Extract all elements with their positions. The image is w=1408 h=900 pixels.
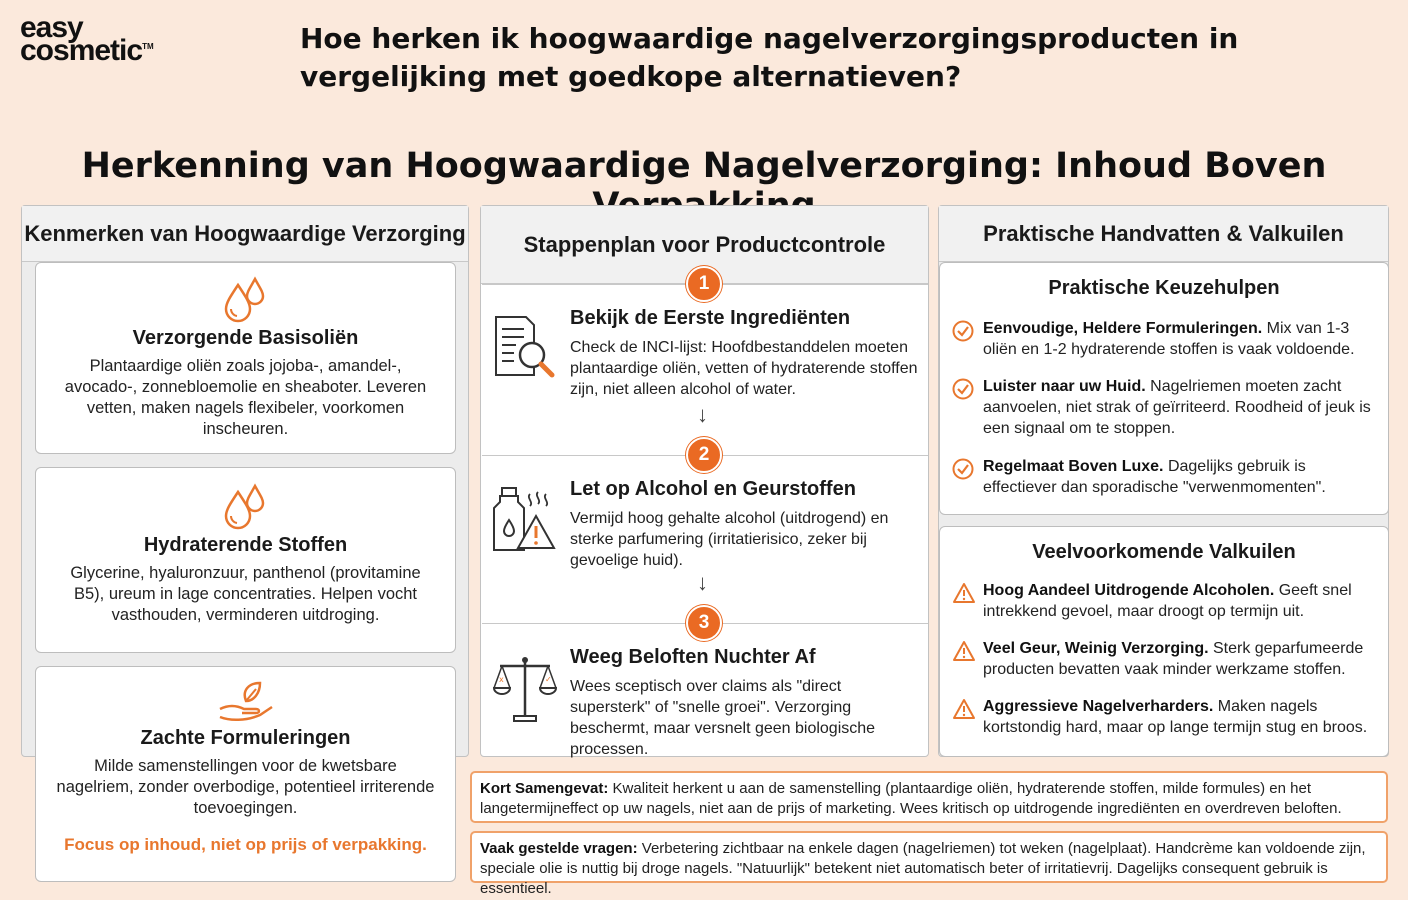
svg-text:x: x: [499, 675, 504, 684]
feature-desc: Glycerine, hyaluronzuur, panthenol (provitamine B5), ureum in lage concentraties. Helpen vocht vasthouden, verminderen uitdroging.: [70, 564, 421, 624]
summary-text: Kwaliteit herkent u aan de samenstelling (plantaardige oliën, hydraterende stoffen, milde formules) en het langetermijneffect op uw nagels, niet aan de prijs of marketing. Wees kritisch op uitdrogende ingrediënten en overdreven beloften.: [480, 780, 1342, 817]
bottle-warning-icon: [492, 486, 558, 556]
helper-text: Dagelijks gebruik is effectiever dan sporadische "verwenmomenten".: [983, 458, 1326, 496]
step-badge: 1: [686, 266, 722, 302]
feature-desc: Plantaardige oliën zoals jojoba-, amandel-, avocado-, zonnebloemolie en sheaboter. Leveren vetten, maken nagels flexibeler, voorkomen inscheuren.: [64, 357, 427, 438]
features-panel-title: Kenmerken van Hoogwaardige Verzorging: [22, 206, 468, 262]
helper-text: Nagelriemen moeten zacht aanvoelen, niet strak of geïrriteerd. Roodheid of jeuk is een signaal om te stoppen.: [983, 378, 1371, 437]
trademark: TM: [142, 42, 154, 52]
summary-label: Kort Samengevat:: [480, 780, 609, 797]
steps-panel-title: Stappenplan voor Productcontrole: [481, 206, 928, 284]
svg-text:✓: ✓: [545, 675, 552, 684]
feature-card-oils: [35, 262, 456, 454]
step-2: [482, 455, 928, 622]
step-title: Weeg Beloften Nuchter Af: [570, 646, 816, 668]
helpers-title: Praktische Keuzehulpen: [1048, 277, 1280, 299]
step-1: [482, 284, 928, 454]
brand-line2: cosmetic: [20, 34, 143, 68]
oil-drops-icon: [223, 273, 269, 323]
down-arrow-icon: ↓: [697, 570, 708, 595]
feature-card-gentle: [35, 666, 456, 882]
pitfall-bold: Aggressieve Nagelverharders.: [983, 698, 1214, 715]
pitfall-bold: Veel Geur, Weinig Verzorging.: [983, 640, 1209, 657]
brand-logo[interactable]: [20, 11, 154, 68]
feature-title: Hydraterende Stoffen: [143, 534, 348, 556]
step-badge: 3: [686, 605, 722, 641]
faq-box: [470, 831, 1388, 897]
feature-card-hydration: [35, 467, 456, 653]
step-title: Bekijk de Eerste Ingrediënten: [570, 307, 851, 329]
warning-icon: [952, 582, 976, 604]
step-badge: 2: [686, 437, 722, 473]
pitfall-text: Sterk geparfumeerde producten bevatten vaak minder werkzame stoffen.: [983, 640, 1364, 678]
helpers-card: [939, 262, 1389, 515]
step-desc: Check de INCI-lijst: Hoofdbestanddelen moeten plantaardige oliën, vetten of hydraterende stoffen zijn, niet alleen alcohol of water.: [570, 339, 918, 398]
pitfalls-title: Veelvoorkomende Valkuilen: [1032, 541, 1296, 563]
feature-desc: Milde samenstellingen voor de kwetsbare nagelriem, zonder overbodige, potentieel irriterende toevoegingen.: [56, 757, 435, 817]
step-3: [482, 623, 928, 756]
feature-title: Verzorgende Basisoliën: [132, 327, 359, 349]
check-circle-icon: [952, 378, 974, 400]
check-circle-icon: [952, 320, 974, 342]
feature-title: Zachte Formuleringen: [140, 727, 351, 749]
warning-icon: [952, 698, 976, 720]
scales-icon: [492, 654, 558, 724]
warning-icon: [952, 640, 976, 662]
helper-bold: Regelmaat Boven Luxe.: [983, 458, 1164, 475]
focus-tagline: Focus op inhoud, niet op prijs of verpakking.: [64, 835, 427, 854]
faq-text: Verbetering zichtbaar na enkele dagen (nagelriemen) tot weken (nagelplaat). Handcrème kan voldoende zijn, speciale olie is nuttig bij droge nagels. "Natuurlijk" betekent niet automatisch beter of irritatievrij. Dagelijks consequent gebruik is essentieel.: [480, 840, 1366, 897]
brand-line1: easy: [20, 11, 83, 44]
pitfalls-card: [939, 526, 1389, 757]
helper-text: Mix van 1-3 oliën en 1-2 hydraterende stoffen is vaak voldoende.: [983, 320, 1355, 358]
page-question: Hoe herken ik hoogwaardige nagelverzorgingsproducten in vergelijking met goedkope alternatieven?: [300, 22, 1239, 93]
check-circle-icon: [952, 458, 974, 480]
pitfall-text: Maken nagels kortstondig hard, maar op lange termijn stug en broos.: [983, 698, 1368, 736]
pitfall-bold: Hoog Aandeel Uitdrogende Alcoholen.: [983, 582, 1275, 599]
step-desc: Wees sceptisch over claims als "direct supersterk" of "snelle groei". Verzorging beschermt, maar versnelt geen biologische processen.: [570, 678, 876, 758]
water-drops-icon: [223, 480, 269, 530]
main-title: Herkenning van Hoogwaardige Nagelverzorging: Inhoud Boven: [81, 146, 1327, 186]
summary-box: [470, 771, 1388, 823]
pitfall-text: Geeft snel intrekkend gevoel, maar droogt op termijn uit.: [983, 582, 1352, 620]
document-magnifier-icon: [492, 315, 558, 381]
down-arrow-icon: ↓: [697, 402, 708, 427]
helper-bold: Eenvoudige, Heldere Formuleringen.: [983, 320, 1263, 337]
faq-label: Vaak gestelde vragen:: [480, 840, 638, 857]
leaf-hand-icon: [216, 679, 276, 723]
step-desc: Vermijd hoog gehalte alcohol (uitdrogend) en sterke parfumering (irritatierisico, zeker bij gevoelige huid).: [570, 510, 889, 569]
tips-panel-title: Praktische Handvatten & Valkuilen: [939, 206, 1388, 262]
step-title: Let op Alcohol en Geurstoffen: [570, 478, 856, 500]
helper-bold: Luister naar uw Huid.: [983, 378, 1146, 395]
